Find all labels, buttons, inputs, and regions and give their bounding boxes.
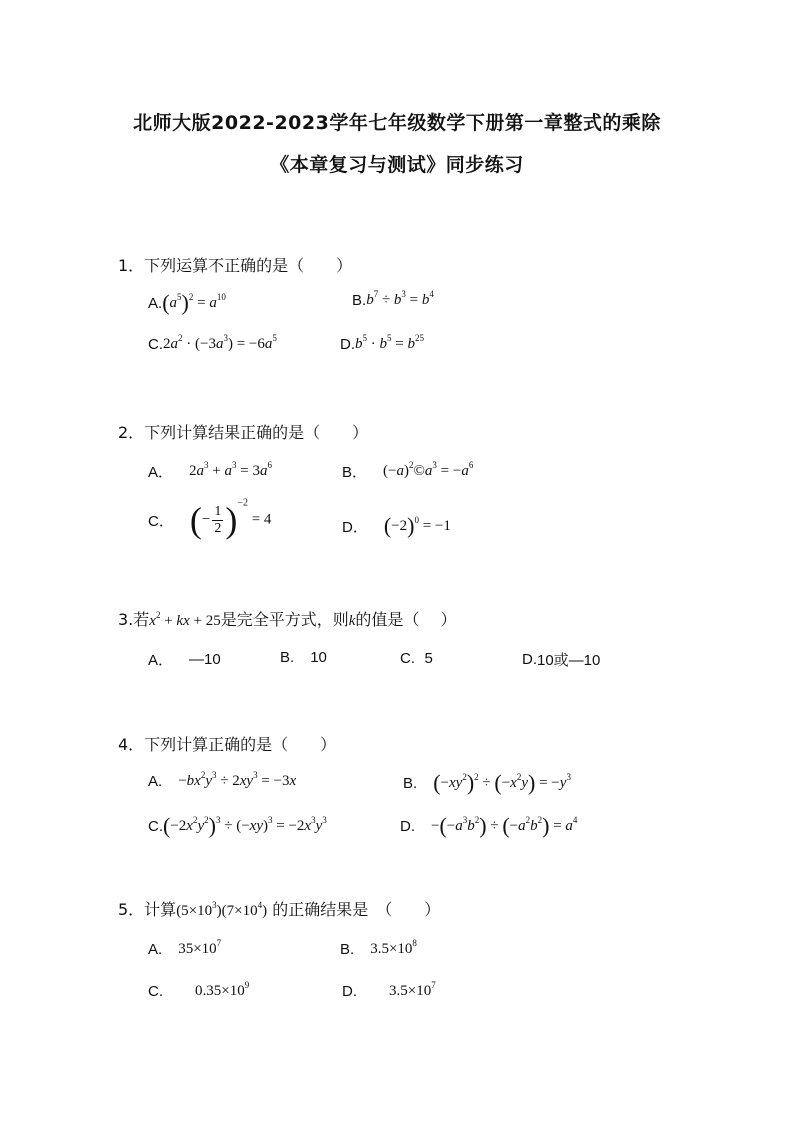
question-1-option-a: A. $(a^5)^2 = a^{10}$ [148,290,226,315]
question-2-option-c-expr: (− $\frac{1}{2}$ )$^{-2}$ = 4 [189,497,272,540]
question-5-option-d: D. $3.5\times 10^7$ [342,980,436,1000]
question-3-option-d-expr: 10或—10 [537,652,601,669]
question-3-option-d: D. 10或—10 [522,651,601,669]
question-2-stem: 2．下列计算结果正确的是（ ） [118,423,369,442]
question-1-option-c: C. $2a^2 \cdot (-3a^3) = -6a^5$ [148,333,277,353]
question-4-option-d-expr: $-(-a^3b^2) \div (-a^2b^2) = a^4$ [431,813,578,838]
question-4-option-b-expr: $(-xy^2)^2 \div (-x^2y) = -y^3$ [433,770,571,795]
question-1-option-c-expr: $2a^2 \cdot (-3a^3) = -6a^5$ [163,333,277,352]
question-5-option-c-expr: $0.35\times 10^9$ [195,980,250,999]
question-4-option-c-expr: $(-2x^2y^2)^3 \div (-xy)^3 = -2x^3y^3$ [163,813,327,838]
question-5-option-c: C. $0.35\times 10^9$ [148,980,250,1000]
question-4-option-c: C. $(-2x^2y^2)^3 \div (-xy)^3 = -2x^3y^3$ [148,813,327,838]
question-3-option-c: C. 5 [400,649,433,667]
page-title-line1: 北师大版2022-2023学年七年级数学下册第一章整式的乘除 [133,112,661,134]
question-4-option-d: D. $-(-a^3b^2) \div (-a^2b^2) = a^4$ [400,813,578,838]
question-5-option-b-expr: $3.5\times 10^8$ [370,938,417,957]
question-5-option-a-expr: $35\times 10^7$ [178,938,222,957]
question-4-option-b: B. $(-xy^2)^2 \div (-x^2y) = -y^3$ [403,770,571,795]
question-4-option-a-expr: $-bx^2y^3 \div 2xy^3 = -3x$ [178,770,297,789]
question-2-option-a-expr: $2a^3 + a^3 = 3a^6$ [189,460,272,479]
question-1-option-a-expr: $(a^5)^2 = a^{10}$ [162,290,226,315]
question-5-option-d-expr: $3.5\times 10^7$ [389,980,436,999]
question-4-option-a: A. $-bx^2y^3 \div 2xy^3 = -3x$ [148,770,297,790]
question-5-option-b: B. $3.5\times 10^8$ [340,938,417,958]
question-3-option-b: B. 10 [280,649,327,666]
question-5-stem: 5．计算$(5\times 10^3)(7\times 10^4)$ 的正确结果是 （ ） [118,900,441,919]
question-1-option-d: D. $b^5 \cdot b^5 = b^{25}$ [340,333,424,353]
question-1-option-b: B. $b^7 \div b^3 = b^4$ [352,289,434,309]
question-1-stem: 1．下列运算不正确的是（ ） [118,256,353,275]
question-1-option-d-expr: $b^5 \cdot b^5 = b^{25}$ [355,333,424,352]
question-3-stem-expr: $x^2$ + kx + 25 [149,610,221,629]
question-3-option-c-expr: 5 [424,649,433,667]
question-2-option-a: A． $2a^3 + a^3 = 3a^6$ [148,460,272,481]
question-3-option-b-expr: 10 [310,649,327,666]
question-2-option-d: D． $(-2)^0 = -1$ [342,513,451,538]
question-1-option-b-expr: $b^7 \div b^3 = b^4$ [366,289,434,308]
question-5-option-a: A. $35\times 10^7$ [148,938,222,958]
question-4-stem: 4．下列计算正确的是（ ） [118,735,337,754]
question-2-option-b: B． $(-a)^2©a^3 = -a^6$ [342,460,474,481]
question-2-option-b-expr: $(-a)^2©a^3 = -a^6$ [383,460,474,479]
question-3-stem: 3.若$x^2$ + kx + 25是完全平方式，则k的值是（ ） [118,610,457,629]
question-2-option-c: C． (− $\frac{1}{2}$ )$^{-2}$ = 4 [148,497,272,540]
question-3-option-a-expr: —10 [189,651,221,668]
page-title-line2: 《本章复习与测试》同步练习 [270,154,524,176]
question-2-option-d-expr: $(-2)^0 = -1$ [383,513,451,538]
question-5-stem-expr: $(5\times 10^3)(7\times 10^4)$ [176,900,268,919]
question-3-option-a: A． —10 [148,651,221,669]
